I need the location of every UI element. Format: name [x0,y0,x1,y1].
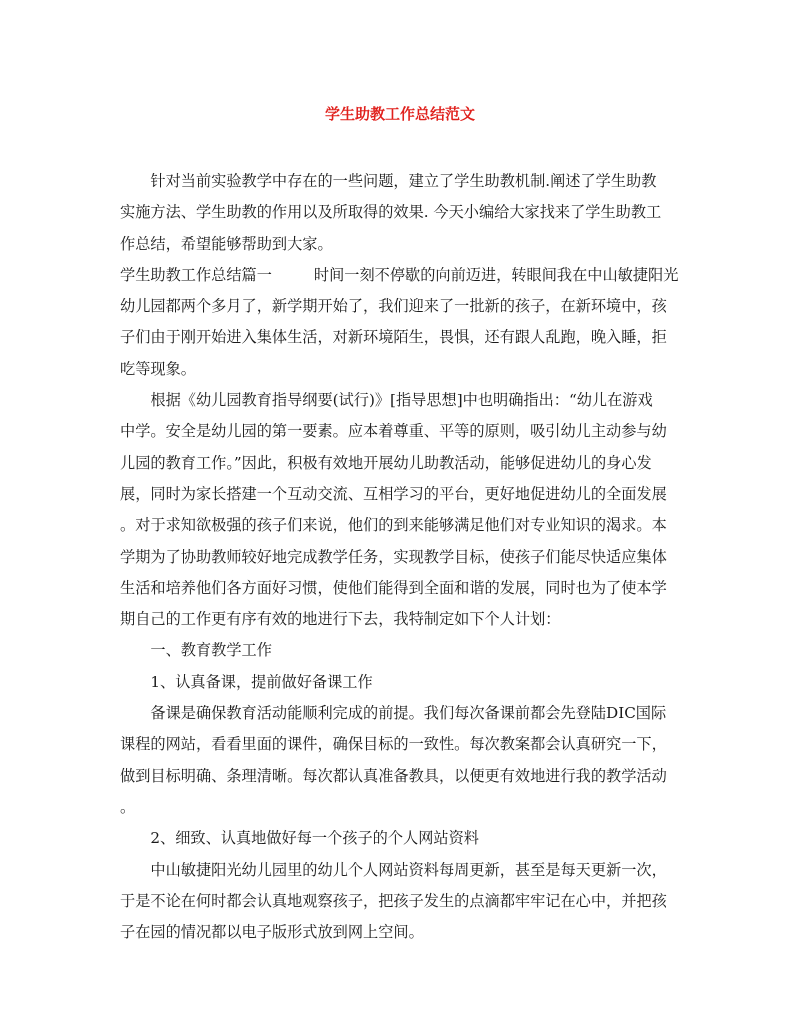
text-line: 中学。安全是幼儿园的第一要素。应本着尊重、平等的原则，吸引幼儿主动参与幼 [120,422,667,441]
text-line: 吃等现象。 [120,359,196,378]
paragraph-part-one [120,260,684,385]
paragraph-intro [120,166,684,260]
text-line: 实施方法、学生助教的作用以及所取得的效果. 今天小编给大家找来了学生助教工 [120,203,662,222]
text-line: 根据《幼儿园教育指导纲要(试行)》[指导思想]中也明确指出：“幼儿在游戏 [150,391,653,410]
text-line: 课程的网站，看看里面的课件，确保目标的一致性。每次教案都会认真研究一下， [120,735,667,754]
paragraph-personal-site [120,855,684,949]
section-heading-part-one: 学生助教工作总结篇一 [120,265,272,284]
text-line: 期自己的工作更有序有效的地进行下去，我特制定如下个人计划： [120,610,561,629]
text-line: 2、细致、认真地做好每一个孩子的个人网站资料 [150,829,479,848]
text-line: 做到目标明确、条理清晰。每次都认真准备教具，以便更有效地进行我的教学活动 [120,766,667,785]
text-line: 生活和培养他们各方面好习惯，使他们能得到全面和谐的发展，同时也为了使本学 [120,578,667,597]
text-line: 作总结，希望能够帮助到大家。 [120,234,333,253]
heading-lesson-prep [120,667,684,698]
text-line: 中山敏捷阳光幼儿园里的幼儿个人网站资料每周更新，甚至是每天更新一次， [150,860,667,879]
text-line: 备课是确保教育活动能顺利完成的前提。我们每次备课前都会先登陆DIC国际 [150,704,667,723]
paragraph-lesson-prep [120,698,684,823]
text-line: 子在园的情况都以电子版形式放到网上空间。 [120,923,424,942]
document-body [120,166,684,948]
text-line: 子们由于刚开始进入集体生活，对新环境陌生，畏惧，还有跟人乱跑，晚入睡，拒 [120,328,667,347]
text-line: 一、教育教学工作 [150,641,272,660]
heading-personal-site [120,823,684,854]
text-line: 于是不论在何时都会认真地观察孩子，把孩子发生的点滴都牢牢记在心中，并把孩 [120,891,667,910]
paragraph-guideline [120,385,684,635]
text-line: 儿园的教育工作。”因此，积极有效地开展幼儿助教活动，能够促进幼儿的身心发 [120,453,652,472]
text-line: 展，同时为家长搭建一个互动交流、互相学习的平台，更好地促进幼儿的全面发展 [120,484,667,503]
text-line: 1、认真备课，提前做好备课工作 [150,672,373,691]
text-line: 幼儿园都两个多月了，新学期开始了，我们迎来了一批新的孩子，在新环境中，孩 [120,297,667,316]
text-line: 学期为了协助教师较好地完成教学任务，实现教学目标，使孩子们能尽快适应集体 [120,547,667,566]
text-run: 时间一刻不停歇的向前迈进，转眼间我在中山敏捷阳光 [313,265,679,284]
text-line: 。 [120,797,136,816]
document-title: 学生助教工作总结范文 [324,105,475,123]
heading-teaching-work [120,635,684,666]
text-line: 针对当前实验教学中存在的一些问题，建立了学生助教机制.阐述了学生助教 [150,172,657,190]
text-line [120,260,684,291]
text-line: 。对于求知欲极强的孩子们来说，他们的到来能够满足他们对专业知识的渴求。本 [120,516,667,535]
